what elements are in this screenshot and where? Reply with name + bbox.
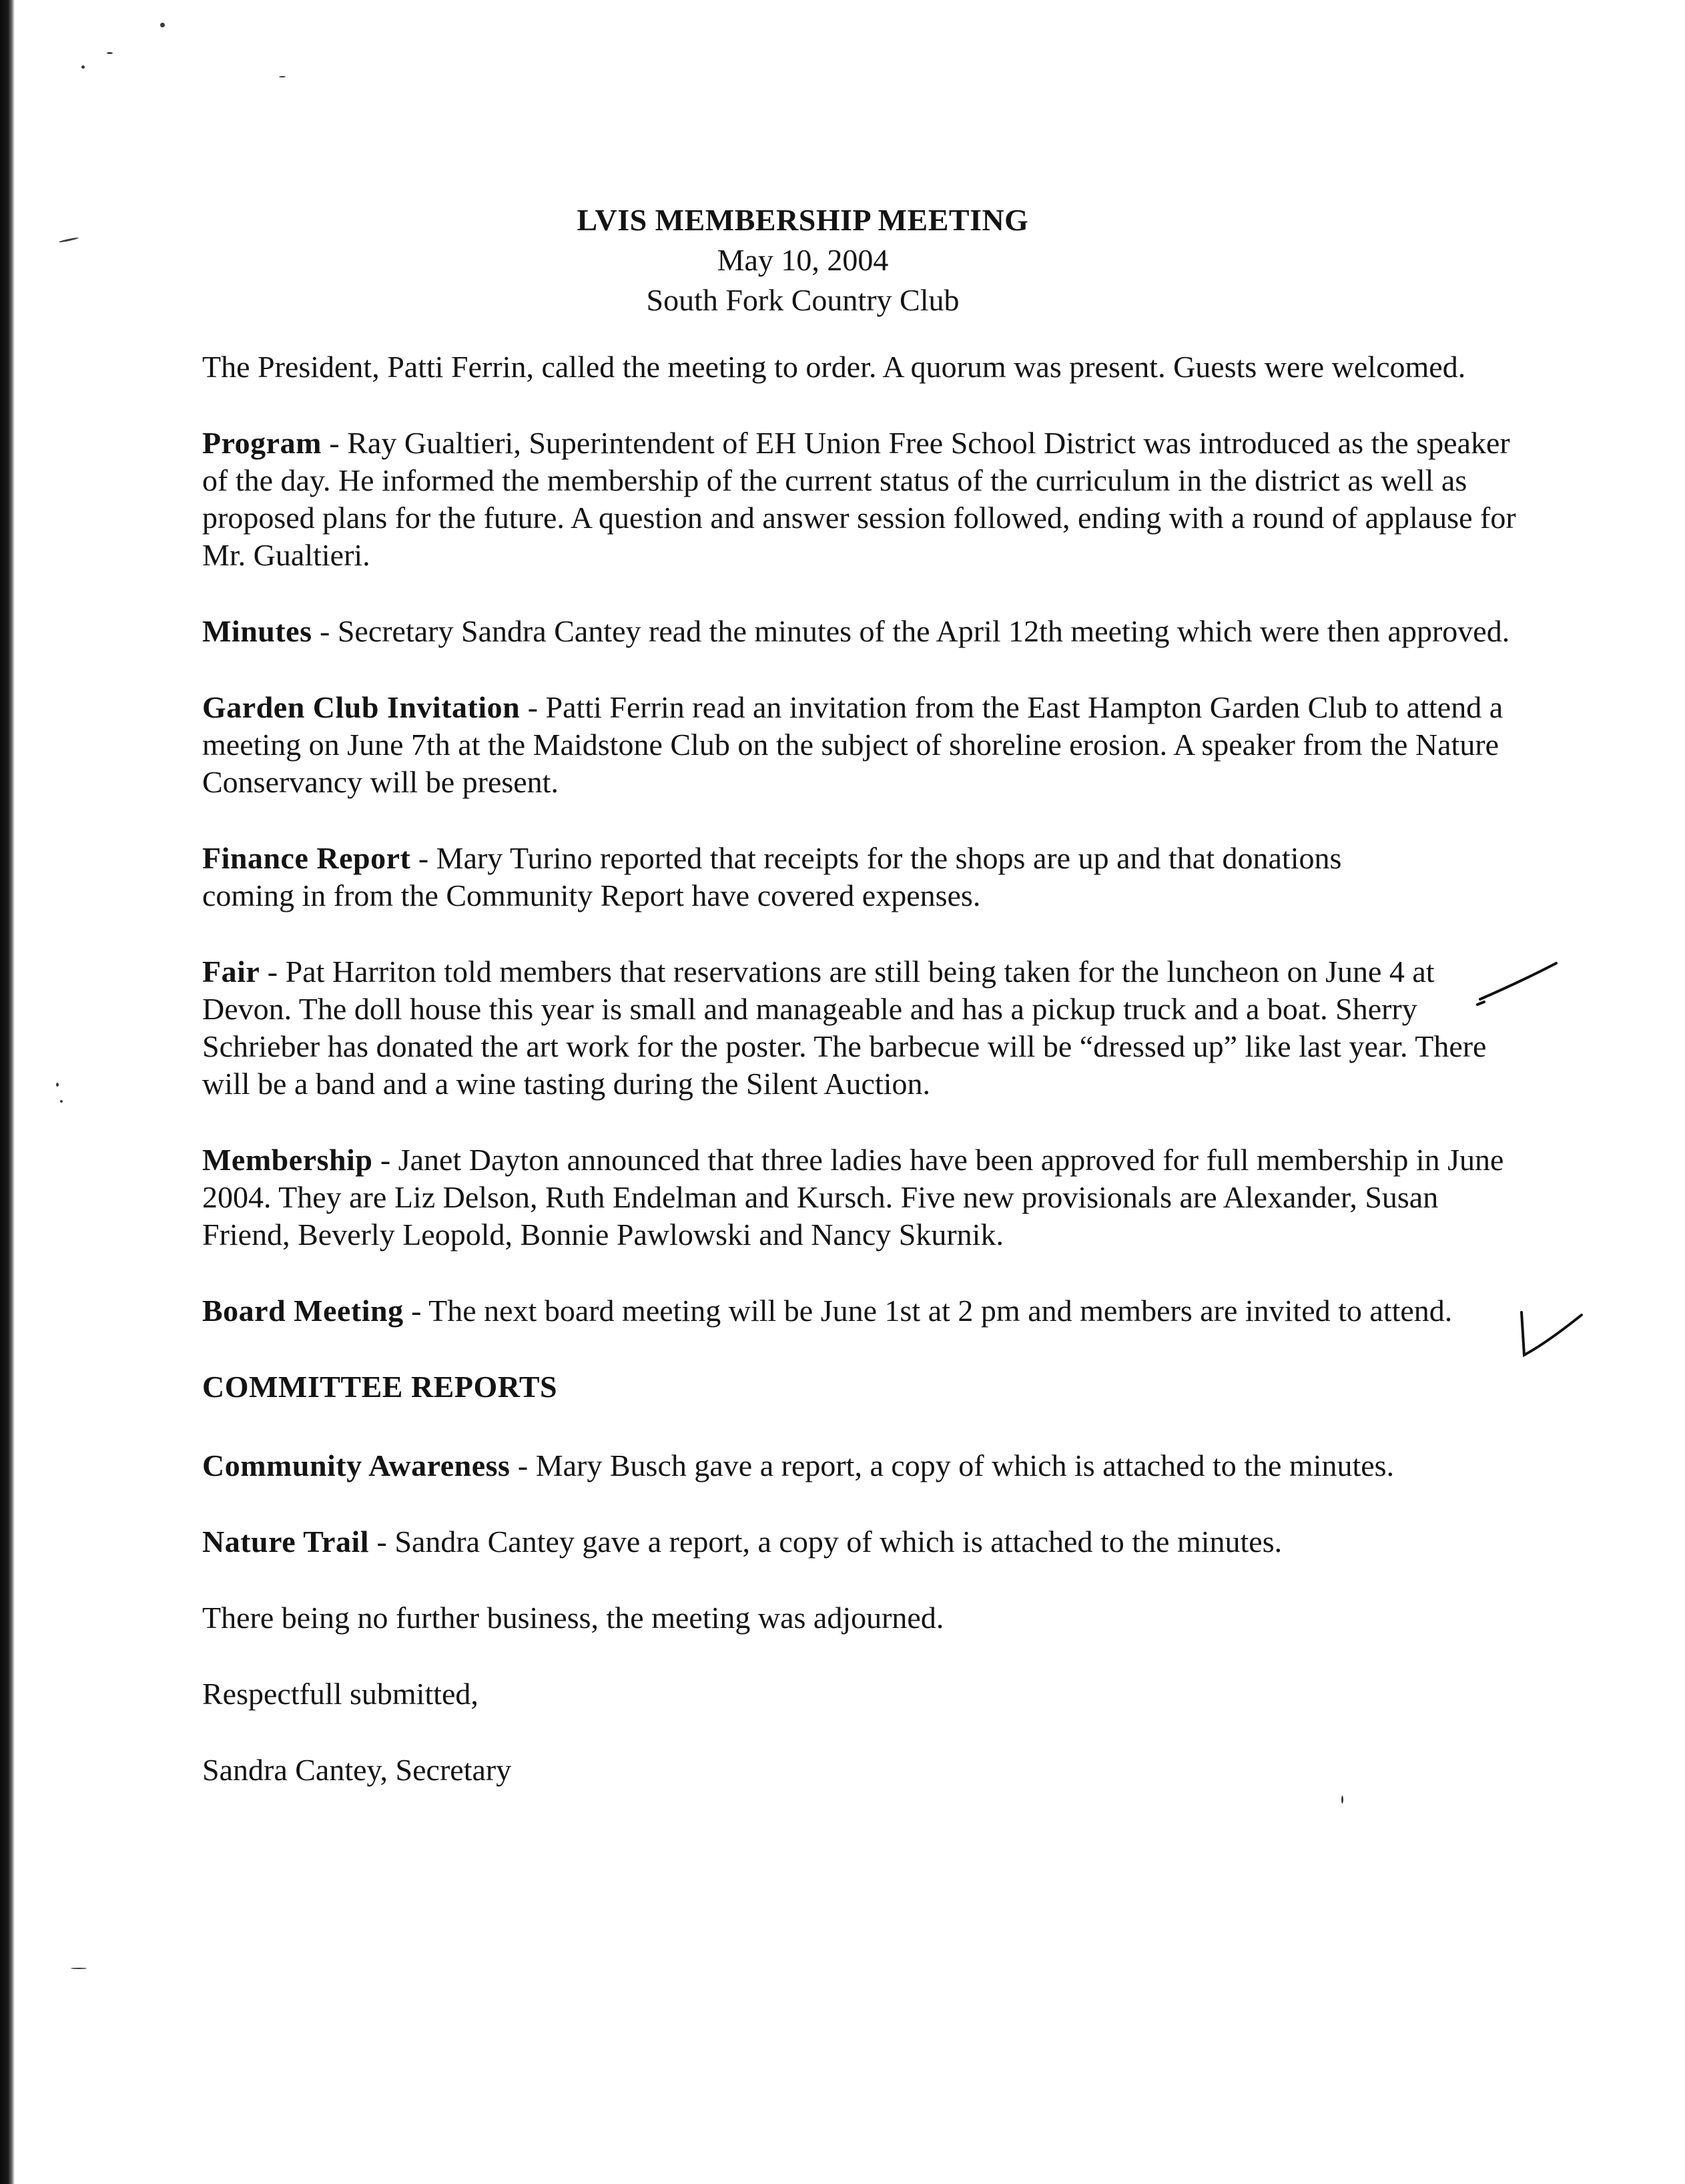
section-text: - Ray Gualtieri, Superintendent of EH Union Free School District was introduced as the speaker of the day. He informed the membership of the current status of the curriculum in the district as well as proposed plans for the future. A question and answer session followed, ending with a round of applause for Mr. Gualtieri. [202,426,1516,572]
scan-speck [107,52,113,54]
document-title: LVIS MEMBERSHIP MEETING [577,203,1029,237]
section-board-meeting [202,1292,1524,1330]
scan-speck [60,1100,63,1103]
scan-speck [160,23,165,27]
section-text: - Mary Turino reported that receipts for the shops are up and that donations coming in from the Community Report have covered expenses. [202,841,1342,912]
intro-paragraph: The President, Patti Ferrin, called the meeting to order. A quorum was present. Guests were welcomed. [202,350,1466,384]
document-header [135,200,1470,320]
section-nature-trail [202,1523,1524,1561]
section-text: - Janet Dayton announced that three ladies have been approved for full membership in June 2004. They are Liz Delson, Ruth Endelman and Kursch. Five new provisionals are Alexander, Susan Friend, Beverly Leopold, Bonnie Pawlowski and Nancy Skurnik. [202,1143,1504,1252]
section-fair [202,953,1524,1103]
section-text: - Mary Busch gave a report, a copy of which is attached to the minutes. [510,1448,1395,1482]
section-garden-club-invitation [202,689,1524,801]
section-label: Fair [202,954,260,989]
scan-speck [56,1083,59,1087]
closing-statement: There being no further business, the meeting was adjourned. [202,1601,944,1635]
section-label: Nature Trail [202,1525,370,1559]
signature-line: Sandra Cantey, Secretary [202,1753,512,1787]
section-text: - Sandra Cantey gave a report, a copy of which is attached to the minutes. [369,1525,1283,1559]
meeting-location: South Fork Country Club [646,283,960,317]
scan-speck [59,237,79,243]
section-minutes [202,613,1524,650]
committee-reports-heading: COMMITTEE REPORTS [202,1370,558,1404]
section-text: - Secretary Sandra Cantey read the minutes of the April 12th meeting which were then approved. [312,614,1510,648]
section-text: - Patti Ferrin read an invitation from the East Hampton Garden Club to attend a meeting on June 7th at the Maidstone Club on the subject of shoreline erosion. A speaker from the Nature Conservancy will be present. [202,690,1503,799]
section-membership [202,1141,1524,1254]
section-label: Program [202,426,322,460]
section-label: Membership [202,1143,373,1177]
section-text: - The next board meeting will be June 1st at 2 pm and members are invited to attend. [403,1294,1453,1328]
section-label: Community Awareness [202,1448,511,1482]
scan-edge-shadow [0,0,15,2184]
section-label: Garden Club Invitation [202,690,521,724]
meeting-date: May 10, 2004 [717,243,889,277]
section-text: - Pat Harriton told members that reservations are still being taken for the luncheon on June 4 at Devon. The doll house this year is small and manageable and has a pickup truck and a boat. Sherry Schrieber has donated the art work for the poster. The barbecue will be “dressed up” like last year. There will be a band and a wine tasting during the Silent Auction. [202,954,1487,1101]
section-program [202,425,1524,574]
section-label: Minutes [202,614,312,648]
meeting-minutes-document [202,200,1524,1828]
scan-speck [71,1968,87,1969]
section-label: Finance Report [202,841,411,875]
section-community-awareness [202,1447,1524,1484]
scan-speck [81,65,85,69]
section-label: Board Meeting [202,1294,404,1328]
pen-tick-mark [1515,1308,1588,1368]
scan-speck [279,76,286,77]
signoff-line: Respectfull submitted, [202,1677,478,1711]
section-finance-report [202,840,1524,914]
